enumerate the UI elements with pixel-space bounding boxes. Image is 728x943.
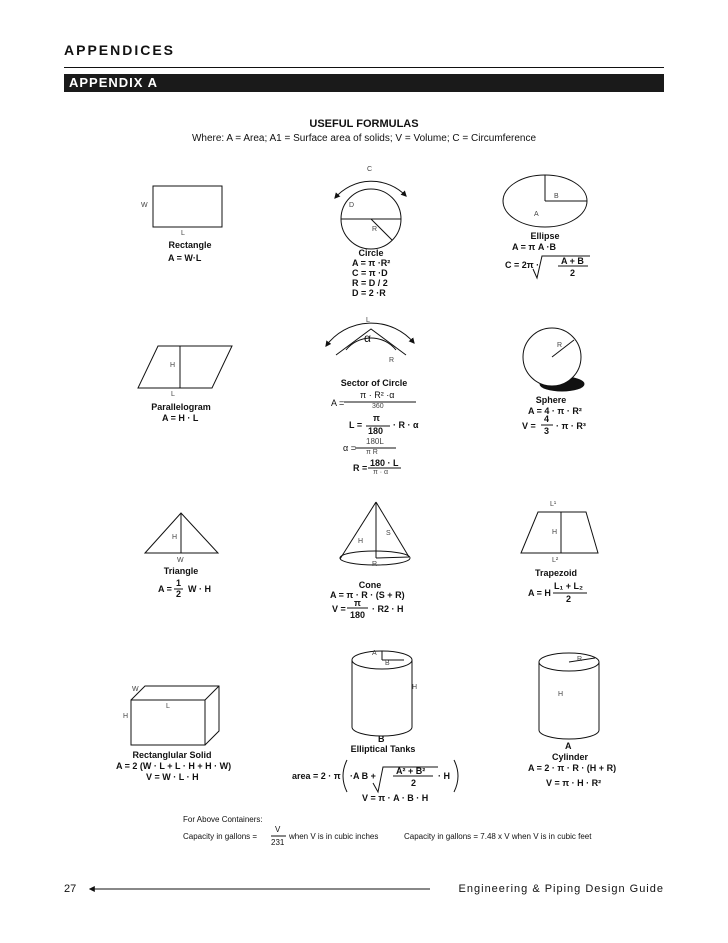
elliptical-h-label: H <box>412 684 418 691</box>
rect-solid-h-label: H <box>123 713 129 720</box>
rect-solid-l-label: L <box>166 703 170 710</box>
rectangle-shape <box>153 186 222 227</box>
trapezoid-l2-label: L² <box>552 557 559 564</box>
sector-r-den: π · α <box>373 469 389 476</box>
trapezoid-num: L₁ + L₂ <box>554 581 583 591</box>
trapezoid-h-label: H <box>552 529 558 536</box>
ellipse-a-label: A <box>534 211 539 218</box>
cone-s-label: S <box>386 530 391 537</box>
triangle-name: Triangle <box>163 566 199 576</box>
parallelogram-h-label: H <box>170 362 176 369</box>
rectangle-l-label: L <box>181 230 185 237</box>
sector-alpha-den: π R <box>366 449 378 456</box>
capacity-inches-lhs: Capacity in gallons = <box>183 832 258 841</box>
cone-v-lhs: V = <box>332 604 346 614</box>
cone-v-num: π <box>354 598 361 608</box>
sector-l-label: L <box>366 317 370 324</box>
sphere-r-label: R <box>557 342 563 349</box>
sector-l-num: π <box>373 413 380 423</box>
where-line: Where: A = Area; A1 = Surface area of solids; V = Volume; C = Circumference <box>191 133 537 144</box>
rectangle-formula: A = W·L <box>168 253 202 263</box>
trapezoid-name: Trapezoid <box>534 568 577 578</box>
sector-shape <box>336 329 406 355</box>
sector-a-lhs: A = <box>331 398 345 408</box>
sector-alpha-label: α <box>364 331 371 345</box>
capacity-inches-rhs: when V is in cubic inches <box>289 832 379 841</box>
circle-formula-1: A = π ·R² <box>352 258 391 268</box>
rect-solid-w-label: W <box>132 686 139 693</box>
triangle-den: 2 <box>176 589 182 599</box>
elliptical-a-label: A <box>372 650 377 657</box>
rect-solid-formula-2: V = W · L · H <box>146 772 199 782</box>
parallelogram-name: Parallelogram <box>151 402 211 412</box>
capacity-inches-num: V <box>275 825 281 834</box>
rect-solid-name: Rectanglular Solid <box>132 750 212 760</box>
ellipse-name: Ellipse <box>530 231 560 241</box>
cylinder-name: Cylinder <box>551 752 588 762</box>
sphere-v-lhs: V = <box>522 421 536 431</box>
sector-l-den: 180 <box>368 426 384 436</box>
guide-title: Engineering & Piping Design Guide <box>458 883 664 895</box>
elliptical-volume: V = π · A · B · H <box>362 793 429 803</box>
cone-shape <box>340 502 376 559</box>
cone-v-den: 180 <box>350 610 366 620</box>
ellipse-formula-2: C = 2π · <box>505 260 540 270</box>
rectangle-name: Rectangle <box>168 240 212 250</box>
sector-name: Sector of Circle <box>340 378 408 388</box>
circle-d-label: D <box>349 202 355 209</box>
sector-alpha-lhs: α = <box>343 443 356 453</box>
cylinder-r-label: R <box>577 656 583 663</box>
elliptical-lhs: area = 2 · π <box>292 771 341 781</box>
sector-r-lhs: R = <box>353 463 368 473</box>
sphere-v-den: 3 <box>544 426 550 436</box>
triangle-num: 1 <box>176 578 182 588</box>
elliptical-rhs: · H <box>438 771 450 781</box>
triangle-w-label: W <box>177 557 184 564</box>
sector-alpha-num: 180L <box>366 437 384 446</box>
cone-formula-1: A = π · R · (S + R) <box>330 590 405 600</box>
sphere-v-rhs: · π · R³ <box>556 421 586 431</box>
sector-l-rhs: · R · α <box>393 420 419 430</box>
sector-r-num: 180 · L <box>370 458 399 468</box>
rectangle-w-label: W <box>141 202 148 209</box>
cone-v-rhs: · R2 · H <box>372 604 404 614</box>
trapezoid-l1-label: L¹ <box>550 501 557 508</box>
sector-l-lhs: L = <box>349 420 363 430</box>
elliptical-b-label: B <box>378 734 385 744</box>
elliptical-name: Elliptical Tanks <box>350 744 416 754</box>
cylinder-a-label: A <box>565 741 572 751</box>
triangle-rhs: W · H <box>188 584 211 594</box>
sphere-v-num: 4 <box>544 414 550 424</box>
parallelogram-l-label: L <box>171 391 175 398</box>
appendix-bar: APPENDIX A <box>64 74 664 92</box>
circle-formula-2: C = π ·D <box>352 268 388 278</box>
containers-note: For Above Containers: <box>183 815 263 824</box>
rect-solid-formula-1: A = 2 (W · L + L · H + H · W) <box>116 761 232 771</box>
trapezoid-den: 2 <box>566 594 572 604</box>
circle-name: Circle <box>358 248 384 258</box>
capacity-feet: Capacity in gallons = 7.48 x V when V is in cubic feet <box>404 832 592 841</box>
triangle-h-label: H <box>172 534 178 541</box>
cone-r-label: R <box>372 561 378 568</box>
elliptical-den: 2 <box>411 778 417 788</box>
elliptical-mid: ·A B + <box>350 771 376 781</box>
capacity-inches-den: 231 <box>271 838 285 847</box>
cone-name: Cone <box>358 580 382 590</box>
triangle-lhs: A = <box>158 584 172 594</box>
circle-c-label: C <box>367 166 373 173</box>
sector-r-label: R <box>389 357 395 364</box>
circle-formula-3: R = D / 2 <box>352 278 388 288</box>
ellipse-formula-den: 2 <box>570 268 576 278</box>
sphere-name: Sphere <box>535 395 567 405</box>
cylinder-h-label: H <box>558 691 564 698</box>
page-number: 27 <box>64 883 77 895</box>
cylinder-formula-2: V = π · H · R² <box>546 778 602 788</box>
parallelogram-formula: A = H · L <box>162 413 199 423</box>
page-title: USEFUL FORMULAS <box>309 118 419 130</box>
sector-a-num: π · R² ·α <box>360 390 395 400</box>
elliptical-b-top-label: B <box>385 660 390 667</box>
parallelogram-shape <box>138 346 232 388</box>
trapezoid-shape <box>521 512 598 553</box>
elliptical-num: A² + B² <box>396 766 426 776</box>
section-heading: APPENDICES <box>64 42 176 58</box>
circle-r-label: R <box>372 226 378 233</box>
circle-formula-4: D = 2 ·R <box>352 288 386 298</box>
sector-a-den: 360 <box>372 403 384 410</box>
ellipse-formula-num: A + B <box>561 256 584 266</box>
ellipse-b-label: B <box>554 193 559 200</box>
ellipse-formula-1: A = π A ·B <box>512 242 556 252</box>
cylinder-formula-1: A = 2 · π · R · (H + R) <box>528 763 617 773</box>
cone-h-label: H <box>358 538 364 545</box>
sphere-formula-1: A = 4 · π · R² <box>528 406 582 416</box>
trapezoid-lhs: A = H <box>528 588 551 598</box>
